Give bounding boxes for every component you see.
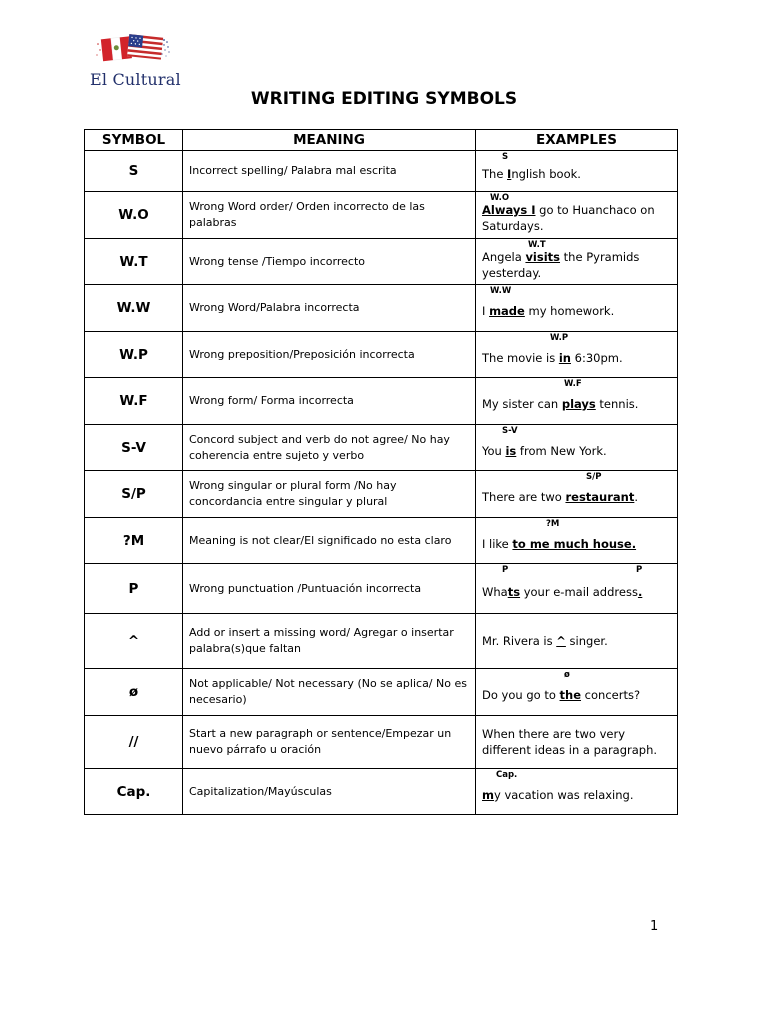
symbol-cell: ?M: [85, 518, 183, 564]
example-text: My sister can: [482, 397, 562, 411]
example-text: The movie is: [482, 350, 559, 365]
correction-mark: S-V: [502, 426, 518, 436]
example-text: You: [482, 443, 506, 458]
table-row: [85, 151, 678, 192]
example-sentence: [482, 390, 673, 412]
error-highlight: to me much house.: [512, 536, 637, 551]
error-highlight: made: [489, 304, 525, 318]
meaning-cell: Add or insert a missing word/ Agregar o insertar palabra(s)que faltan: [183, 614, 476, 669]
error-highlight: ts: [507, 584, 521, 599]
meaning-cell: Capitalization/Mayúsculas: [183, 769, 476, 815]
example-cell: [476, 669, 678, 716]
example-sentence: [482, 578, 673, 600]
example-cell: [476, 151, 678, 192]
error-highlight: restaurant: [565, 490, 635, 504]
meaning-cell: Wrong preposition/Preposición incorrecta: [183, 332, 476, 378]
example-cell: [476, 518, 678, 564]
meaning-cell: Wrong singular or plural form /No hay concordancia entre singular y plural: [183, 471, 476, 518]
error-highlight: is: [505, 443, 517, 458]
error-highlight: ^: [556, 634, 566, 648]
example-cell: [476, 285, 678, 332]
example-text: I like: [482, 536, 513, 551]
table-row: [85, 285, 678, 332]
flags-icon: [94, 30, 174, 70]
example-text: singer.: [565, 634, 608, 648]
table-row: [85, 425, 678, 471]
error-highlight: the: [559, 688, 582, 702]
example-text: There are two: [482, 490, 566, 504]
example-text: from New York.: [516, 443, 607, 458]
example-sentence: [482, 681, 673, 703]
example-text: tennis.: [595, 397, 639, 411]
header-symbol: SYMBOL: [85, 130, 183, 151]
symbol-cell: S/P: [85, 471, 183, 518]
correction-mark: W.F: [564, 379, 582, 389]
table-row: [85, 471, 678, 518]
correction-mark: W.O: [490, 193, 510, 203]
table-row: [85, 716, 678, 769]
table-row: [85, 769, 678, 815]
header-meaning: MEANING: [183, 130, 476, 151]
table-row: [85, 564, 678, 614]
error-highlight: visits: [525, 249, 561, 264]
example-text: concerts?: [581, 688, 641, 702]
correction-mark: W.W: [490, 286, 512, 296]
symbol-cell: W.W: [85, 285, 183, 332]
example-sentence: [482, 781, 673, 803]
example-cell: [476, 564, 678, 614]
table-row: [85, 239, 678, 285]
logo-text: El Cultural: [90, 70, 181, 89]
el-cultural-logo: [88, 30, 188, 92]
example-text: I: [482, 304, 490, 318]
example-cell: [476, 239, 678, 285]
error-highlight: m: [482, 787, 494, 802]
table-row: [85, 614, 678, 669]
example-text: Do you go to: [482, 688, 560, 702]
meaning-cell: Start a new paragraph or sentence/Empezar un nuevo párrafo u oración: [183, 716, 476, 769]
example-text: Angela: [482, 249, 526, 264]
symbol-cell: S: [85, 151, 183, 192]
correction-mark: Cap.: [496, 770, 518, 780]
example-text: When there are two very different ideas in a paragraph.: [482, 727, 658, 757]
meaning-cell: Concord subject and verb do not agree/ No hay coherencia entre sujeto y verbo: [183, 425, 476, 471]
correction-mark: ø: [564, 670, 570, 680]
example-text: nglish book.: [511, 167, 581, 181]
example-text: y vacation was relaxing.: [493, 787, 634, 802]
table-row: [85, 192, 678, 239]
header-examples: EXAMPLES: [476, 130, 678, 151]
symbol-cell: W.P: [85, 332, 183, 378]
example-sentence: [482, 483, 673, 505]
example-text: the Pyramids yesterday.: [482, 249, 640, 280]
correction-mark: W.P: [550, 333, 569, 343]
meaning-cell: Wrong Word order/ Orden incorrecto de las palabras: [183, 192, 476, 239]
example-sentence: [482, 196, 673, 234]
example-cell: [476, 378, 678, 425]
example-sentence: [482, 160, 673, 182]
correction-mark: W.T: [528, 240, 546, 250]
example-sentence: [482, 726, 673, 758]
symbol-cell: //: [85, 716, 183, 769]
correction-mark-2: P: [636, 565, 643, 575]
meaning-cell: Not applicable/ Not necessary (No se aplica/ No es necesario): [183, 669, 476, 716]
example-sentence: [482, 633, 673, 649]
example-text: .: [634, 490, 639, 504]
symbol-cell: W.O: [85, 192, 183, 239]
example-sentence: [482, 243, 673, 281]
table-row: [85, 669, 678, 716]
example-sentence: [482, 344, 673, 366]
example-text: The: [482, 167, 508, 181]
correction-mark: ?M: [546, 519, 560, 529]
error-highlight: Always I: [482, 203, 536, 217]
symbol-cell: ^: [85, 614, 183, 669]
example-text: your e-mail address: [520, 584, 638, 599]
table-row: [85, 332, 678, 378]
symbol-cell: ø: [85, 669, 183, 716]
correction-mark: S/P: [586, 472, 602, 482]
correction-mark: S: [502, 152, 509, 162]
example-text: 6:30pm.: [571, 350, 623, 365]
meaning-cell: Wrong Word/Palabra incorrecta: [183, 285, 476, 332]
symbol-cell: W.T: [85, 239, 183, 285]
example-cell: [476, 332, 678, 378]
example-cell: [476, 614, 678, 669]
meaning-cell: Wrong punctuation /Puntuación incorrecta: [183, 564, 476, 614]
symbol-cell: P: [85, 564, 183, 614]
error-highlight: plays: [561, 397, 596, 411]
page-title: WRITING EDITING SYMBOLS: [250, 89, 518, 109]
correction-mark: P: [502, 565, 509, 575]
error-highlight: I: [507, 167, 512, 181]
symbol-cell: S-V: [85, 425, 183, 471]
example-text: Mr. Rivera is: [482, 634, 557, 648]
page-number: 1: [650, 919, 659, 934]
symbol-cell: W.F: [85, 378, 183, 425]
table-body: [85, 151, 678, 815]
symbol-cell: Cap.: [85, 769, 183, 815]
error-highlight: .: [637, 584, 643, 599]
meaning-cell: Wrong tense /Tiempo incorrecto: [183, 239, 476, 285]
table-row: [85, 518, 678, 564]
meaning-cell: Meaning is not clear/El significado no esta claro: [183, 518, 476, 564]
example-cell: [476, 716, 678, 769]
example-cell: [476, 425, 678, 471]
meaning-cell: Incorrect spelling/ Palabra mal escrita: [183, 151, 476, 192]
error-highlight: in: [558, 350, 571, 365]
example-cell: [476, 192, 678, 239]
example-cell: [476, 769, 678, 815]
table-row: [85, 378, 678, 425]
example-sentence: [482, 530, 673, 552]
example-text: Wha: [482, 584, 508, 599]
meaning-cell: Wrong form/ Forma incorrecta: [183, 378, 476, 425]
example-sentence: [482, 297, 673, 319]
example-sentence: [482, 437, 673, 459]
header-row: [85, 130, 678, 151]
editing-symbols-table: [84, 129, 678, 815]
example-cell: [476, 471, 678, 518]
example-text: my homework.: [524, 304, 615, 318]
example-text: go to Huanchaco on Saturdays.: [482, 203, 655, 233]
